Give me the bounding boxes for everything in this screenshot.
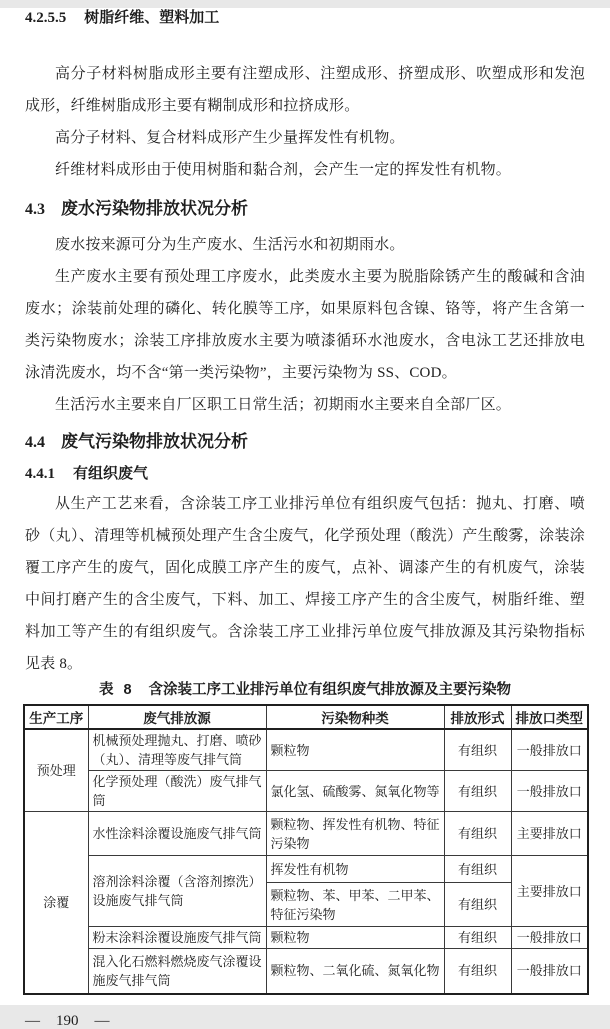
section-title: 废气污染物排放状况分析 <box>61 432 248 451</box>
section-heading-4-2-5-5 <box>25 8 585 28</box>
cell-source: 水性涂料涂覆设施废气排气筒 <box>88 812 266 856</box>
section-heading-4-4 <box>25 429 585 456</box>
cell-pollutants: 氯化氢、硫酸雾、氮氧化物等 <box>266 771 444 812</box>
cell-pollutants: 颗粒物、苯、甲苯、二甲苯、特征污染物 <box>266 883 444 927</box>
table-row <box>24 856 588 883</box>
section-number: 4.4 <box>25 434 45 451</box>
document-page <box>0 8 610 1029</box>
cell-outlet: 主要排放口 <box>511 856 588 927</box>
cell-pollutants: 颗粒物、二氧化硫、氮氧化物 <box>266 949 444 994</box>
section-number: 4.3 <box>25 201 45 218</box>
cell-pollutants: 颗粒物 <box>266 927 444 949</box>
section-title: 有组织废气 <box>73 465 149 482</box>
table-caption-text: 含涂装工序工业排污单位有组织废气排放源及主要污染物 <box>148 682 512 698</box>
column-header-outlet-type: 排放口类型 <box>511 705 588 729</box>
cell-outlet: 一般排放口 <box>511 949 588 994</box>
cell-process-group-coating: 涂覆 <box>24 812 88 994</box>
cell-source: 溶剂涂料涂覆（含溶剂擦洗）设施废气排气筒 <box>88 856 266 927</box>
table-row <box>24 812 588 856</box>
paragraph-fiber-voc: 纤维材料成形由于使用树脂和黏合剂，会产生一定的挥发性有机物。 <box>55 162 512 178</box>
column-header-pollutants: 污染物种类 <box>266 705 444 729</box>
exhaust-sources-table <box>23 704 589 995</box>
paragraph-domestic-sewage: 生活污水主要来自厂区职工日常生活；初期雨水主要来自全部厂区。 <box>55 397 512 413</box>
cell-process-group-pretreatment: 预处理 <box>24 729 88 812</box>
column-header-process: 生产工序 <box>24 705 88 729</box>
footer-right-dash: — <box>94 1012 110 1029</box>
cell-form: 有组织 <box>444 949 511 994</box>
page-footer <box>25 1013 585 1029</box>
column-header-source: 废气排放源 <box>88 705 266 729</box>
paragraph-production-wastewater: 生产废水主要有预处理工序废水，此类废水主要为脱脂除锈产生的酸碱和含油废水；涂装前处理的磷化、转化膜等工序，如果原料包含镍、铬等，将产生含第一类污染物废水；涂装工序排放废水主要为喷漆循环水池废水，含电泳工艺还排放电泳清洗废水，均不含“第一类污染物”，主要污染物为 SS、COD。 <box>25 269 585 381</box>
section-number: 4.4.1 <box>25 466 55 482</box>
cell-form: 有组织 <box>444 812 511 856</box>
paragraph-wastewater-sources: 废水按来源可分为生产废水、生活污水和初期雨水。 <box>55 237 405 253</box>
cell-pollutants: 颗粒物 <box>266 729 444 771</box>
section-number: 4.2.5.5 <box>25 10 67 26</box>
table-row <box>24 927 588 949</box>
cell-outlet: 主要排放口 <box>511 812 588 856</box>
cell-source: 混入化石燃料燃烧废气涂覆设施废气排气筒 <box>88 949 266 994</box>
cell-outlet: 一般排放口 <box>511 729 588 771</box>
paragraph-resin-forming: 高分子材料树脂成形主要有注塑成形、注塑成形、挤塑成形、吹塑成形和发泡成形，纤维树脂成形主要有糊制成形和拉挤成形。 <box>25 66 585 114</box>
column-header-form: 排放形式 <box>444 705 511 729</box>
cell-form: 有组织 <box>444 856 511 883</box>
table-caption <box>25 680 585 700</box>
paragraph-organized-exhaust: 从生产工艺来看，含涂装工序工业排污单位有组织废气包括：抛丸、打磨、喷砂（丸）、清理等机械预处理产生含尘废气，化学预处理（酸洗）产生酸雾，涂装涂覆工序产生的废气，固化成膜工序产生的废气，点补、调漆产生的有机废气，涂装中间打磨产生的含尘废气，下料、加工、焊接工序产生的含尘废气，树脂纤维、塑料加工等产生的有组织废气。含涂装工序工业排污单位废气排放源及其污染物指标见表 8。 <box>25 496 585 672</box>
section-heading-4-3 <box>25 196 585 223</box>
cell-form: 有组织 <box>444 771 511 812</box>
table-row <box>24 771 588 812</box>
cell-outlet: 一般排放口 <box>511 771 588 812</box>
table-row <box>24 729 588 771</box>
cell-outlet: 一般排放口 <box>511 927 588 949</box>
table-row <box>24 949 588 994</box>
page-number: 190 <box>56 1012 79 1029</box>
cell-form: 有组织 <box>444 883 511 927</box>
cell-source: 机械预处理抛丸、打磨、喷砂（丸）、清理等废气排气筒 <box>88 729 266 771</box>
paragraph-voc-small: 高分子材料、复合材料成形产生少量挥发性有机物。 <box>55 130 405 146</box>
cell-pollutants: 挥发性有机物 <box>266 856 444 883</box>
section-title: 树脂纤维、塑料加工 <box>84 9 220 26</box>
section-title: 废水污染物排放状况分析 <box>61 199 248 218</box>
cell-form: 有组织 <box>444 927 511 949</box>
cell-form: 有组织 <box>444 729 511 771</box>
footer-left-dash: — <box>25 1012 40 1029</box>
table-header-row <box>24 705 588 729</box>
table-caption-label: 表 8 <box>98 682 135 698</box>
cell-pollutants: 颗粒物、挥发性有机物、特征污染物 <box>266 812 444 856</box>
cell-source: 粉末涂料涂覆设施废气排气筒 <box>88 927 266 949</box>
section-heading-4-4-1 <box>25 464 585 484</box>
cell-source: 化学预处理（酸洗）废气排气筒 <box>88 771 266 812</box>
